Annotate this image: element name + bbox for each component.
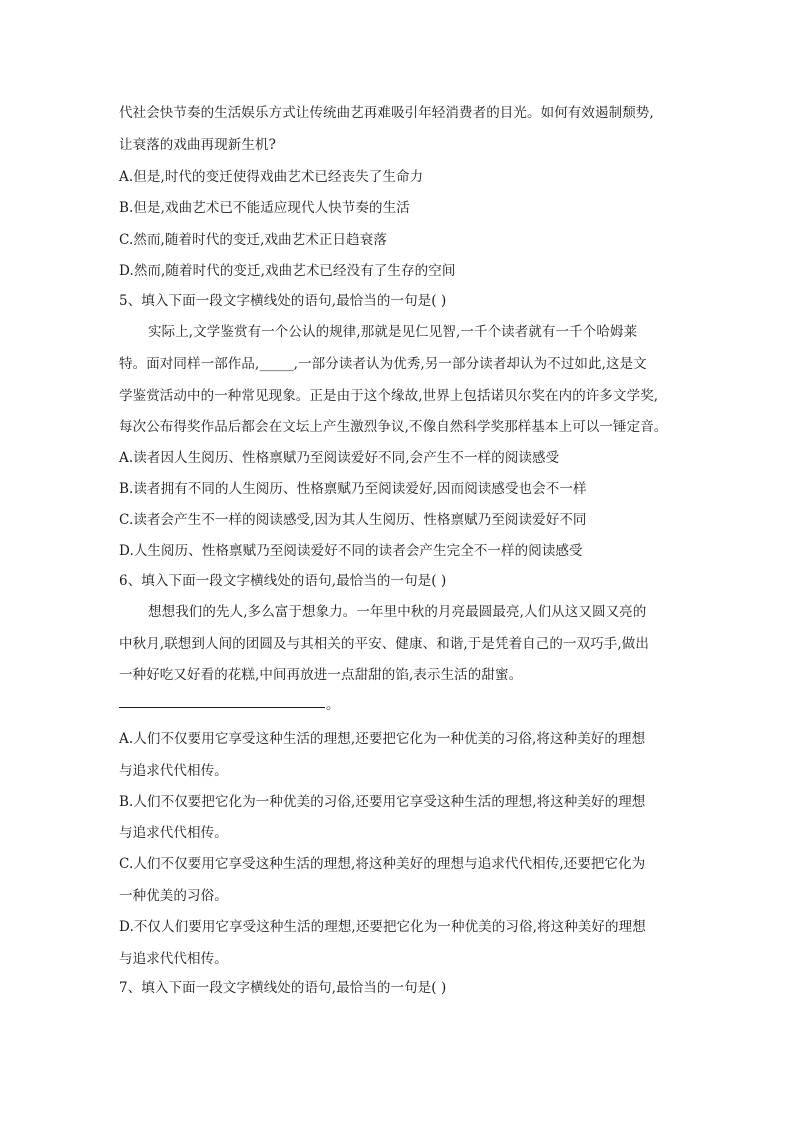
- q7-stem: 7、填入下面一段文字横线处的语句,最恰当的一句是( ): [119, 980, 447, 996]
- q5-passage-line-1: 实际上,文学鉴赏有一个公认的规律,那就是见仁见智,一千个读者就有一千个哈姆莱: [148, 324, 638, 340]
- continuation-line-2: 让衰落的戏曲再现新生机?: [119, 137, 276, 153]
- q6-stem: 6、填入下面一段文字横线处的语句,最恰当的一句是( ): [119, 573, 447, 589]
- q4-option-d: D.然而,随着时代的变迁,戏曲艺术已经没有了生存的空间: [119, 263, 456, 279]
- continuation-line-1: 代社会快节奏的生活娱乐方式让传统曲艺再难吸引年轻消费者的目光。如何有效遏制颓势,: [119, 105, 654, 121]
- q6-passage-line-2: 中秋月,联想到人间的团圆及与其相关的平安、健康、和谐,于是凭着自己的一双巧手,做出: [119, 636, 649, 652]
- q6-option-d-line-2: 与追求代代相传。: [119, 951, 228, 967]
- q5-passage-line-2: 特。面对同样一部作品,_____,一部分读者认为优秀,另一部分读者却认为不过如此,这是文: [119, 356, 647, 372]
- q5-option-a: A.读者因人生阅历、性格禀赋乃至阅读爱好不同,会产生不一样的阅读感受: [119, 450, 560, 466]
- q5-option-d: D.人生阅历、性格禀赋乃至阅读爱好不同的读者会产生完全不一样的阅读感受: [119, 543, 583, 559]
- q6-option-b-line-1: B.人们不仅要把它化为一种优美的习俗,还要用它享受这种生活的理想,将这种美好的理想: [119, 794, 646, 810]
- q5-stem: 5、填入下面一段文字横线处的语句,最恰当的一句是( ): [119, 293, 447, 309]
- q6-option-c-line-1: C.人们不仅要用它享受这种生活的理想,将这种美好的理想与追求代代相传,还要把它化为: [119, 856, 646, 872]
- q6-option-a-line-2: 与追求代代相传。: [119, 763, 228, 779]
- q5-passage-line-4: 每次公布得奖作品后都会在文坛上产生激烈争议,不像自然科学奖那样基本上可以一锤定音。: [119, 419, 668, 435]
- q5-option-c: C.读者会产生不一样的阅读感受,因为其人生阅历、性格禀赋乃至阅读爱好不同: [119, 512, 587, 528]
- q4-option-c: C.然而,随着时代的变迁,戏曲艺术正日趋衰落: [119, 232, 387, 248]
- q6-option-a-line-1: A.人们不仅要用它享受这种生活的理想,还要把它化为一种优美的习俗,将这种美好的理想: [119, 731, 646, 747]
- q6-passage-line-3: 一种好吃又好看的花糕,中间再放进一点甜甜的馅,表示生活的甜蜜。: [119, 667, 523, 683]
- q6-option-d-line-1: D.不仅人们要用它享受这种生活的理想,还要把它化为一种优美的习俗,将这种美好的理想: [119, 919, 646, 935]
- q4-option-a: A.但是,时代的变迁使得戏曲艺术已经丧失了生命力: [119, 169, 424, 185]
- q5-option-b: B.读者拥有不同的人生阅历、性格禀赋乃至阅读爱好,因而阅读感受也会不一样: [119, 481, 587, 497]
- q5-passage-line-3: 学鉴赏活动中的一种常见现象。正是由于这个缘故,世界上包括诺贝尔奖在内的许多文学奖,: [119, 388, 659, 404]
- q4-option-b: B.但是,戏曲艺术已不能适应现代人快节奏的生活: [119, 200, 410, 216]
- q6-answer-blank: [119, 707, 325, 708]
- q6-option-b-line-2: 与追求代代相传。: [119, 825, 228, 841]
- q6-option-c-line-2: 一种优美的习俗。: [119, 888, 228, 904]
- q6-blank-period: 。: [326, 697, 340, 713]
- q6-passage-line-1: 想想我们的先人,多么富于想象力。一年里中秋的月亮最圆最亮,人们从这又圆又亮的: [148, 604, 647, 620]
